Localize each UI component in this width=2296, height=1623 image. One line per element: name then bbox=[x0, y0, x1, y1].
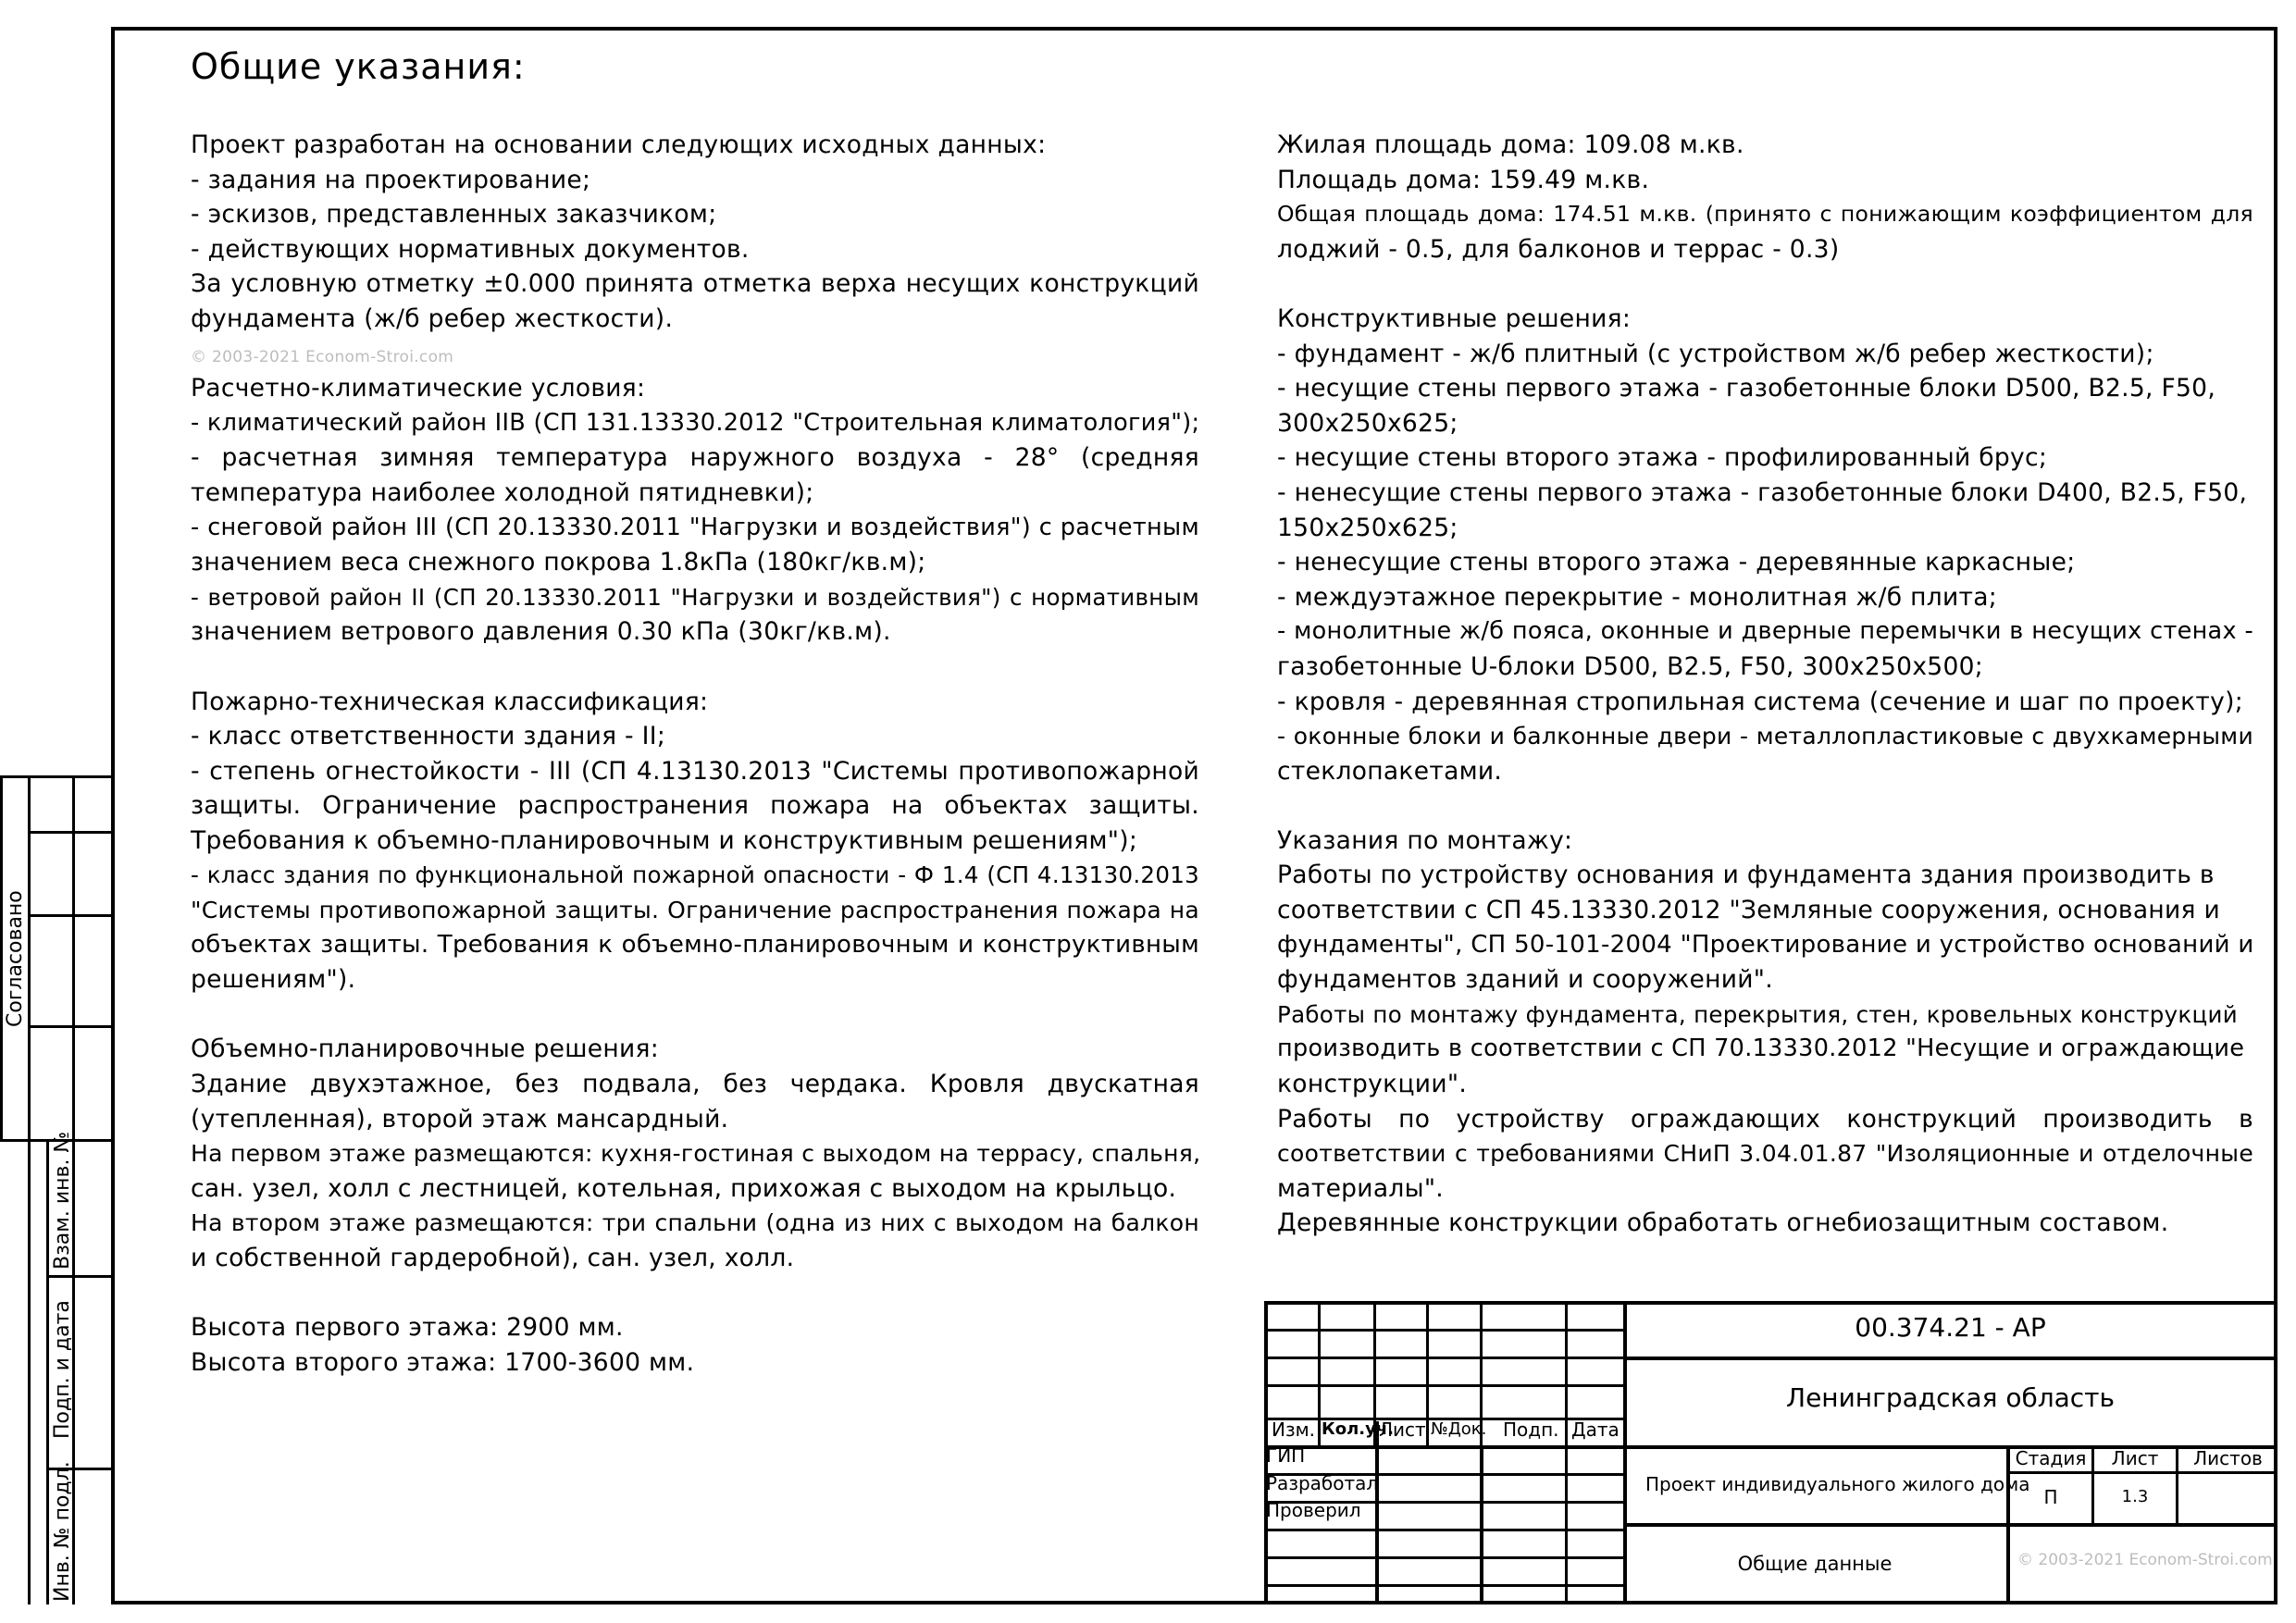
left-text-line: "Системы противопожарной защиты. Ограничение распространения пожара на bbox=[191, 897, 1199, 924]
sheet-value: 1.3 bbox=[2121, 1487, 2149, 1506]
header-data: Дата bbox=[1571, 1419, 1620, 1441]
role-gip: ГИП bbox=[1266, 1444, 1306, 1467]
left-text-column bbox=[191, 128, 1199, 1380]
right-text-line: Указания по монтажу: bbox=[1277, 825, 1573, 855]
left-text-line: За условную отметку ±0.000 принята отметка верха несущих конструкций bbox=[191, 269, 1199, 299]
right-text-line: - ненесущие стены второго этажа - деревянные каркасные; bbox=[1277, 548, 2076, 577]
title-block bbox=[1264, 1301, 2277, 1604]
right-text-line: 150x250x625; bbox=[1277, 513, 1458, 542]
left-text-line bbox=[191, 997, 1199, 1033]
left-text-line bbox=[191, 337, 1199, 372]
right-text-line: - междуэтажное перекрытие - монолитная ж/б плита; bbox=[1277, 582, 1998, 612]
header-kol: Кол.уч. bbox=[1322, 1419, 1395, 1439]
left-text-line: - степень огнестойкости - III (СП 4.13130.2013 "Системы противопожарной bbox=[191, 756, 1199, 786]
left-text-line: - снеговой район III (СП 20.13330.2011 "Нагрузки и воздействия") с расчетным bbox=[191, 513, 1199, 541]
drawing-code: 00.374.21 - АР bbox=[1855, 1312, 2046, 1343]
role-prov: Проверил bbox=[1266, 1499, 1361, 1521]
left-text-line: - класс здания по функциональной пожарной опасности - Ф 1.4 (СП 4.13130.2013 bbox=[191, 861, 1199, 889]
left-text-line: фундамента (ж/б ребер жесткости). bbox=[191, 304, 674, 333]
sheets-label: Листов bbox=[2193, 1447, 2263, 1469]
left-text-line: Высота второго этажа: 1700-3600 мм. bbox=[191, 1347, 695, 1377]
agreed-label: Согласовано bbox=[4, 890, 27, 1027]
left-text-line: Пожарно-техническая классификация: bbox=[191, 687, 709, 716]
left-text-line bbox=[191, 650, 1199, 685]
left-text-line: значением ветрового давления 0.30 кПа (30кг/кв.м). bbox=[191, 617, 891, 647]
right-text-line: 300x250x625; bbox=[1277, 408, 1458, 438]
left-text-line: - климатический район IIВ (СП 131.13330.2012 "Строительная климатология"); bbox=[191, 408, 1200, 437]
right-text-line bbox=[1277, 266, 2253, 302]
left-text-line: объектах защиты. Требования к объемно-планировочным и конструктивным bbox=[191, 930, 1199, 959]
region-label: Ленинградская область bbox=[1786, 1382, 2115, 1413]
general-notes-title: Общие указания: bbox=[191, 46, 526, 87]
left-text-line: - расчетная зимняя температура наружного воздуха - 28° (средняя bbox=[191, 443, 1199, 473]
left-text-line: Проект разработан на основании следующих исходных данных: bbox=[191, 130, 1047, 159]
right-text-column bbox=[1277, 128, 2253, 1241]
left-text-line: - класс ответственности здания - II; bbox=[191, 722, 666, 751]
left-text-line: - задания на проектирование; bbox=[191, 165, 591, 194]
stage-value: П bbox=[2043, 1486, 2058, 1508]
right-text-line: - несущие стены первого этажа - газобетонные блоки D500, В2.5, F50, bbox=[1277, 374, 2216, 403]
right-text-line: Работы по устройству основания и фундамента здания производить в bbox=[1277, 861, 2215, 890]
right-text-line: Работы по монтажу фундамента, перекрытия, стен, кровельных конструкций bbox=[1277, 1000, 2238, 1028]
left-text-line bbox=[191, 1276, 1199, 1311]
left-text-line: - действующих нормативных документов. bbox=[191, 234, 750, 264]
left-text-line: Высота первого этажа: 2900 мм. bbox=[191, 1313, 624, 1343]
right-text-line: Общая площадь дома: 174.51 м.кв. (принято с понижающим коэффициентом для bbox=[1277, 201, 2253, 228]
right-text-line: соответствии с требованиями СНиП 3.04.01.87 "Изоляционные и отделочные bbox=[1277, 1140, 2253, 1168]
left-text-line: Объемно-планировочные решения: bbox=[191, 1035, 659, 1064]
right-text-line: материалы". bbox=[1277, 1173, 1445, 1203]
sheet-title: Общие данные bbox=[1737, 1553, 1893, 1575]
watermark-top: © 2003-2021 Econom-Stroi.com bbox=[191, 347, 454, 366]
stage-label: Стадия bbox=[2015, 1447, 2087, 1469]
right-text-line: лоджий - 0.5, для балконов и террас - 0.3) bbox=[1277, 234, 1840, 264]
sheet-label: Лист bbox=[2111, 1447, 2159, 1469]
right-text-line: - кровля - деревянная стропильная система (сечение и шаг по проекту); bbox=[1277, 687, 2243, 716]
header-list: Лист bbox=[1379, 1419, 1426, 1441]
right-text-line bbox=[1277, 788, 2253, 824]
right-text-line: фундаменты", СП 50-101-2004 "Проектирование и устройство оснований и bbox=[1277, 930, 2254, 959]
right-text-line: Площадь дома: 159.49 м.кв. bbox=[1277, 165, 1650, 194]
header-izm: Изм. bbox=[1272, 1419, 1316, 1441]
right-text-line: фундаментов зданий и сооружений". bbox=[1277, 965, 1773, 995]
right-text-line: соответствии с СП 45.13330.2012 "Земляные сооружения, основания и bbox=[1277, 896, 2221, 925]
left-text-line: сан. узел, холл с лестницей, котельная, прихожая с выходом на крыльцо. bbox=[191, 1173, 1177, 1203]
right-text-line: производить в соответствии с СП 70.13330.2012 "Несущие и ограждающие bbox=[1277, 1035, 2245, 1063]
left-text-line: Здание двухэтажное, без подвала, без чердака. Кровля двускатная bbox=[191, 1070, 1199, 1099]
left-text-line: - ветровой район II (СП 20.13330.2011 "Нагрузки и воздействия") с нормативным bbox=[191, 583, 1199, 611]
right-text-line: конструкции". bbox=[1277, 1070, 1468, 1099]
left-text-line: - эскизов, представленных заказчиком; bbox=[191, 200, 717, 229]
right-text-line: - монолитные ж/б пояса, оконные и дверные перемычки в несущих стенах - bbox=[1277, 617, 2253, 646]
sign-date-label: Подп. и дата bbox=[51, 1300, 74, 1439]
header-ndok: №Док. bbox=[1431, 1419, 1487, 1439]
header-podp: Подп. bbox=[1503, 1419, 1559, 1441]
watermark-bottom: © 2003-2021 Econom-Stroi.com bbox=[2017, 1551, 2273, 1569]
right-text-line: Конструктивные решения: bbox=[1277, 304, 1632, 333]
left-text-line: защиты. Ограничение распространения пожара на объектах защиты. bbox=[191, 791, 1199, 821]
left-text-line: Требования к объемно-планировочным и конструктивным решениям"); bbox=[191, 825, 1138, 855]
project-name: Проект индивидуального жилого дома bbox=[1645, 1473, 2030, 1495]
left-text-line: решениям"). bbox=[191, 965, 356, 995]
right-text-line: Жилая площадь дома: 109.08 м.кв. bbox=[1277, 130, 1744, 159]
right-text-line: Работы по устройству ограждающих конструкций производить в bbox=[1277, 1104, 2253, 1134]
left-text-line: и собственной гардеробной), сан. узел, холл. bbox=[191, 1244, 795, 1272]
role-razrab: Разработал bbox=[1266, 1472, 1379, 1494]
inv-replace-label: Взам. инв. № bbox=[51, 1131, 74, 1270]
right-text-line: газобетонные U-блоки D500, В2.5, F50, 300x250x500; bbox=[1277, 651, 1984, 681]
right-text-line: - оконные блоки и балконные двери - металлопластиковые с двухкамерными bbox=[1277, 723, 2253, 750]
right-text-line: - ненесущие стены первого этажа - газобетонные блоки D400, В2.5, F50, bbox=[1277, 477, 2248, 507]
left-text-line: (утепленная), второй этаж мансардный. bbox=[191, 1104, 729, 1134]
inv-orig-label: Инв. № подл. bbox=[51, 1461, 74, 1602]
right-text-line: - фундамент - ж/б плитный (с устройством ж/б ребер жесткости); bbox=[1277, 339, 2154, 368]
right-text-line: стеклопакетами. bbox=[1277, 756, 1503, 786]
left-text-line: На втором этаже размещаются: три спальни (одна из них с выходом на балкон bbox=[191, 1209, 1199, 1237]
right-text-line: Деревянные конструкции обработать огнебиозащитным составом. bbox=[1277, 1208, 2169, 1238]
left-text-line: Расчетно-климатические условия: bbox=[191, 374, 646, 403]
left-text-line: На первом этаже размещаются: кухня-гостиная с выходом на террасу, спальня, bbox=[191, 1140, 1201, 1168]
left-text-line: температура наиболее холодной пятидневки); bbox=[191, 477, 814, 507]
left-text-line: значением веса снежного покрова 1.8кПа (180кг/кв.м); bbox=[191, 548, 926, 577]
right-text-line: - несущие стены второго этажа - профилированный брус; bbox=[1277, 443, 2048, 473]
